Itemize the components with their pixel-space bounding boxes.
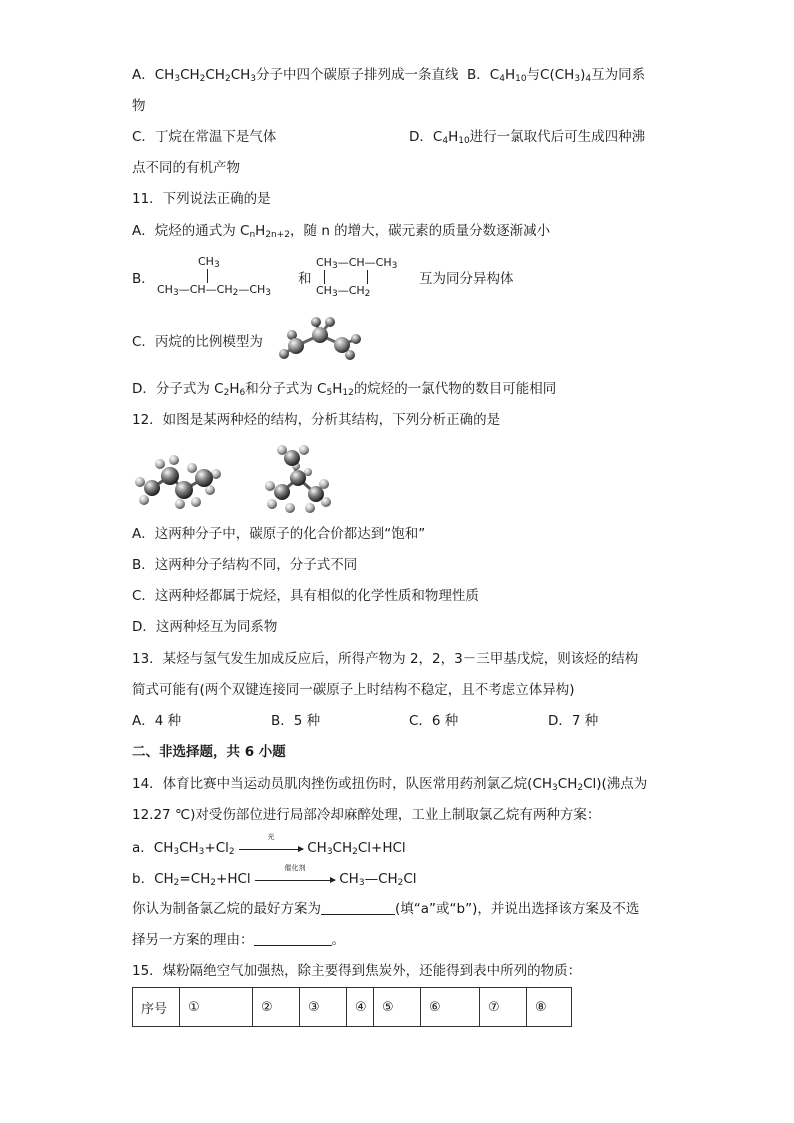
table-cell: ⑧ — [527, 988, 572, 1027]
table-cell: ⑤ — [374, 988, 421, 1027]
q11-option-b-label: B． — [132, 271, 155, 287]
q12-option-d: D．这两种烃互为同系物 — [132, 619, 278, 635]
table-cell: ③ — [300, 988, 347, 1027]
struct1-main: $CH_3—CH—CH_2—CH_3$ — [157, 283, 272, 298]
q10-option-a: A．$CH_3CH_2CH_2CH_3$分子中四个碳原子排列成一条直线 — [132, 67, 459, 84]
q15-stem: 15．煤粉隔绝空气加强热，除主要得到焦炭外，还能得到表中所列的物质： — [132, 963, 582, 979]
q14-stem-line2: 12.27 ℃)对受伤部位进行局部冷却麻醉处理，工业上制取氯乙烷有两种方案： — [132, 807, 601, 823]
hydrocarbon-models-image — [134, 444, 334, 516]
q11-option-b-tail: 互为同分异构体 — [419, 271, 514, 287]
q14-question-line1: 你认为制备氯乙烷的最好方案为 (填“a”或“b”)，并说出选择该方案及不选 — [132, 901, 640, 917]
q10-option-d: D．$C_4H_{10}$进行一氯取代后可生成四种沸 — [409, 129, 646, 146]
q14-reaction-b: b．$CH_2=CH_2+HCl$ 催化剂 $CH_3—CH_2Cl$ — [132, 868, 417, 888]
q12-option-a: A．这两种分子中，碳原子的化合价都达到“饱和” — [132, 526, 426, 542]
table-cell: ⑥ — [421, 988, 480, 1027]
q12-option-b: B．这两种分子结构不同，分子式不同 — [132, 557, 358, 573]
q11-option-b-and: 和 — [298, 271, 312, 287]
condition-light: 光 — [267, 833, 275, 841]
q13-option-a: A．4 种 — [132, 713, 182, 729]
q14-stem-line1: 14．体育比赛中当运动员肌肉挫伤或扭伤时，队医常用药剂氯乙烷$(CH_3CH_2Cl)$(沸点为 — [132, 776, 648, 793]
struct2-bottom: $CH_3—CH_2$ — [316, 284, 371, 299]
table-row — [133, 988, 572, 1027]
q11-option-c: C．丙烷的比例模型为 — [132, 334, 263, 350]
q13-stem-line1: 13．某烃与氢气发生加成反应后，所得产物为 2，2，3－三甲基戊烷，则该烃的结构 — [132, 651, 639, 667]
table-header-cell: 序号 — [133, 988, 180, 1027]
q13-option-b: B．5 种 — [271, 713, 321, 729]
q13-stem-line2: 简式可能有(两个双键连接同一碳原子上时结构不稳定，且不考虑立体异构) — [132, 682, 575, 698]
struct2-bond-right — [367, 270, 368, 284]
structure-formula-1 — [157, 255, 297, 301]
q10-option-d-wrap: 点不同的有机产物 — [132, 160, 240, 176]
section-heading: 二、非选择题，共 6 小题 — [132, 744, 286, 760]
struct1-bond — [207, 269, 208, 283]
q14-question-line2: 择另一方案的理由： 。 — [132, 932, 345, 948]
q10-option-b-wrap: 物 — [132, 98, 146, 114]
q12-option-c: C．这两种烃都属于烷烃，具有相似的化学性质和物理性质 — [132, 588, 479, 604]
structure-formula-2 — [316, 256, 416, 302]
q11-stem: 11．下列说法正确的是 — [132, 191, 271, 207]
table-cell: ① — [180, 988, 253, 1027]
table-cell: ② — [253, 988, 300, 1027]
q10-option-c: C．丁烷在常温下是气体 — [132, 129, 277, 145]
table-cell: ④ — [347, 988, 374, 1027]
q13-option-c: C．6 种 — [409, 713, 459, 729]
struct1-top: $CH_3$ — [198, 255, 220, 270]
reaction-arrow-light — [239, 833, 303, 855]
q14-reaction-a: a．$CH_3CH_3+Cl_2$ 光 $CH_3CH_2Cl+HCl$ — [132, 837, 406, 857]
q12-stem: 12．如图是某两种烃的结构，分析其结构，下列分析正确的是 — [132, 412, 501, 428]
answer-blank-1[interactable] — [321, 901, 395, 915]
q11-option-a: A．烷烃的通式为 $C_nH_{2n+2}$，随 n 的增大，碳元素的质量分数逐渐减小 — [132, 223, 551, 240]
table-cell: ⑦ — [480, 988, 527, 1027]
q13-option-d: D．7 种 — [548, 713, 599, 729]
propane-ball-model-image — [270, 313, 370, 361]
struct2-top: $CH_3—CH—CH_3$ — [316, 256, 398, 271]
q11-option-d: D．分子式为 $C_2H_6$和分子式为 $C_5H_{12}$的烷烃的一氯代物的数目可能相同 — [132, 381, 557, 398]
q10-option-b: B．$C_4H_{10}$与$C(CH_3)_4$互为同系 — [467, 67, 646, 84]
condition-catalyst: 催化剂 — [284, 864, 306, 872]
struct2-bond-left — [324, 270, 325, 284]
q15-table — [132, 987, 572, 1027]
reaction-arrow-catalyst — [255, 864, 335, 886]
answer-blank-2[interactable] — [254, 932, 332, 946]
